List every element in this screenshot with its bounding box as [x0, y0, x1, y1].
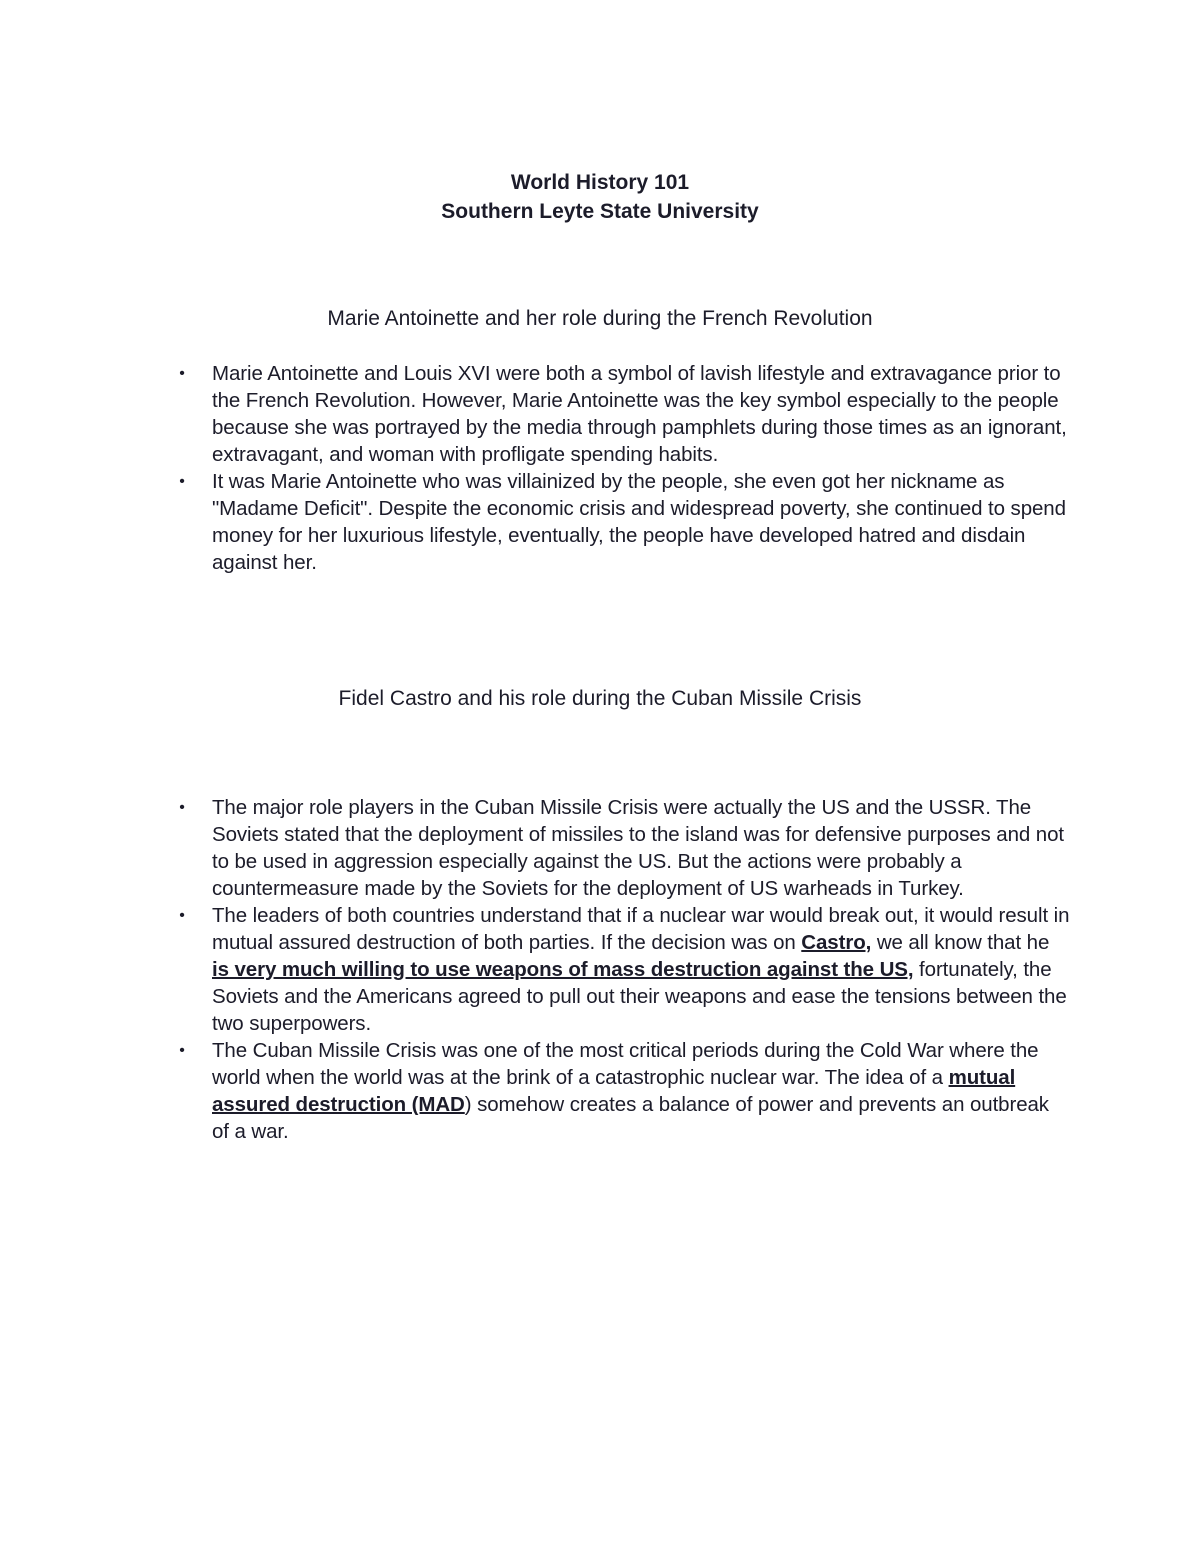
bullet-text-part: we all know that he [871, 931, 1050, 954]
bullet-text-part: The Cuban Missile Crisis was one of the most critical periods during the Cold War where the world when the world was at the brink of a catastrophic nuclear war. The idea of a [212, 1039, 1039, 1089]
bullet-icon: • [179, 365, 185, 382]
bullet-list-fidel-castro [0, 794, 1200, 1145]
bullet-text: Marie Antoinette and Louis XVI were both a symbol of lavish lifestyle and extravagance prior to the French Revolution. However, Marie Antoinette was the key symbol especially to the people because she was portrayed by the media through pamphlets during those times as an ignorant, extravagant, and woman with profligate spending habits. [212, 362, 1067, 466]
bullet-list-marie-antoinette [0, 360, 1200, 576]
university-name: Southern Leyte State University [441, 200, 759, 223]
document-header [0, 168, 1200, 226]
emphasized-text-weapons: is very much willing to use weapons of mass destruction against the US, [212, 958, 914, 981]
bullet-icon: • [179, 473, 185, 490]
emphasized-text-castro: Castro, [801, 931, 872, 954]
section-title-fidel-castro: Fidel Castro and his role during the Cuban Missile Crisis [338, 687, 862, 710]
list-item [0, 360, 1200, 468]
bullet-icon: • [179, 907, 185, 924]
bullet-icon: • [179, 799, 185, 816]
bullet-icon: • [179, 1042, 185, 1059]
list-item [0, 468, 1200, 576]
bullet-text: The major role players in the Cuban Missile Crisis were actually the US and the USSR. The Soviets stated that the deployment of missiles to the island was for defensive purposes and not to be used in aggression especially against the US. But the actions were probably a countermeasure made by the Soviets for the deployment of US warheads in Turkey. [212, 796, 1064, 900]
list-item [0, 1037, 1200, 1145]
bullet-text-part: The leaders of both countries understand that if a nuclear war would break out, it would result in mutual assured destruction of both parties. If the decision was on [212, 904, 1070, 954]
bullet-text-part: fortunately, the Soviets and the Americans agreed to pull out their weapons and ease the tensions between the two superpowers. [212, 958, 1067, 1035]
list-item [0, 902, 1200, 1037]
section-title-marie-antoinette: Marie Antoinette and her role during the French Revolution [327, 307, 873, 330]
bullet-text: It was Marie Antoinette who was villainized by the people, she even got her nickname as "Madame Deficit". Despite the economic crisis and widespread poverty, she continued to spend money for her luxurious lifestyle, eventually, the people have developed hatred and disdain against her. [212, 470, 1066, 574]
emphasized-text-mad: mutual assured destruction (MAD [212, 1066, 1016, 1116]
bullet-text-part: ) somehow creates a balance of power and prevents an outbreak of a war. [212, 1093, 1049, 1143]
list-item [0, 794, 1200, 902]
course-title: World History 101 [510, 171, 690, 194]
